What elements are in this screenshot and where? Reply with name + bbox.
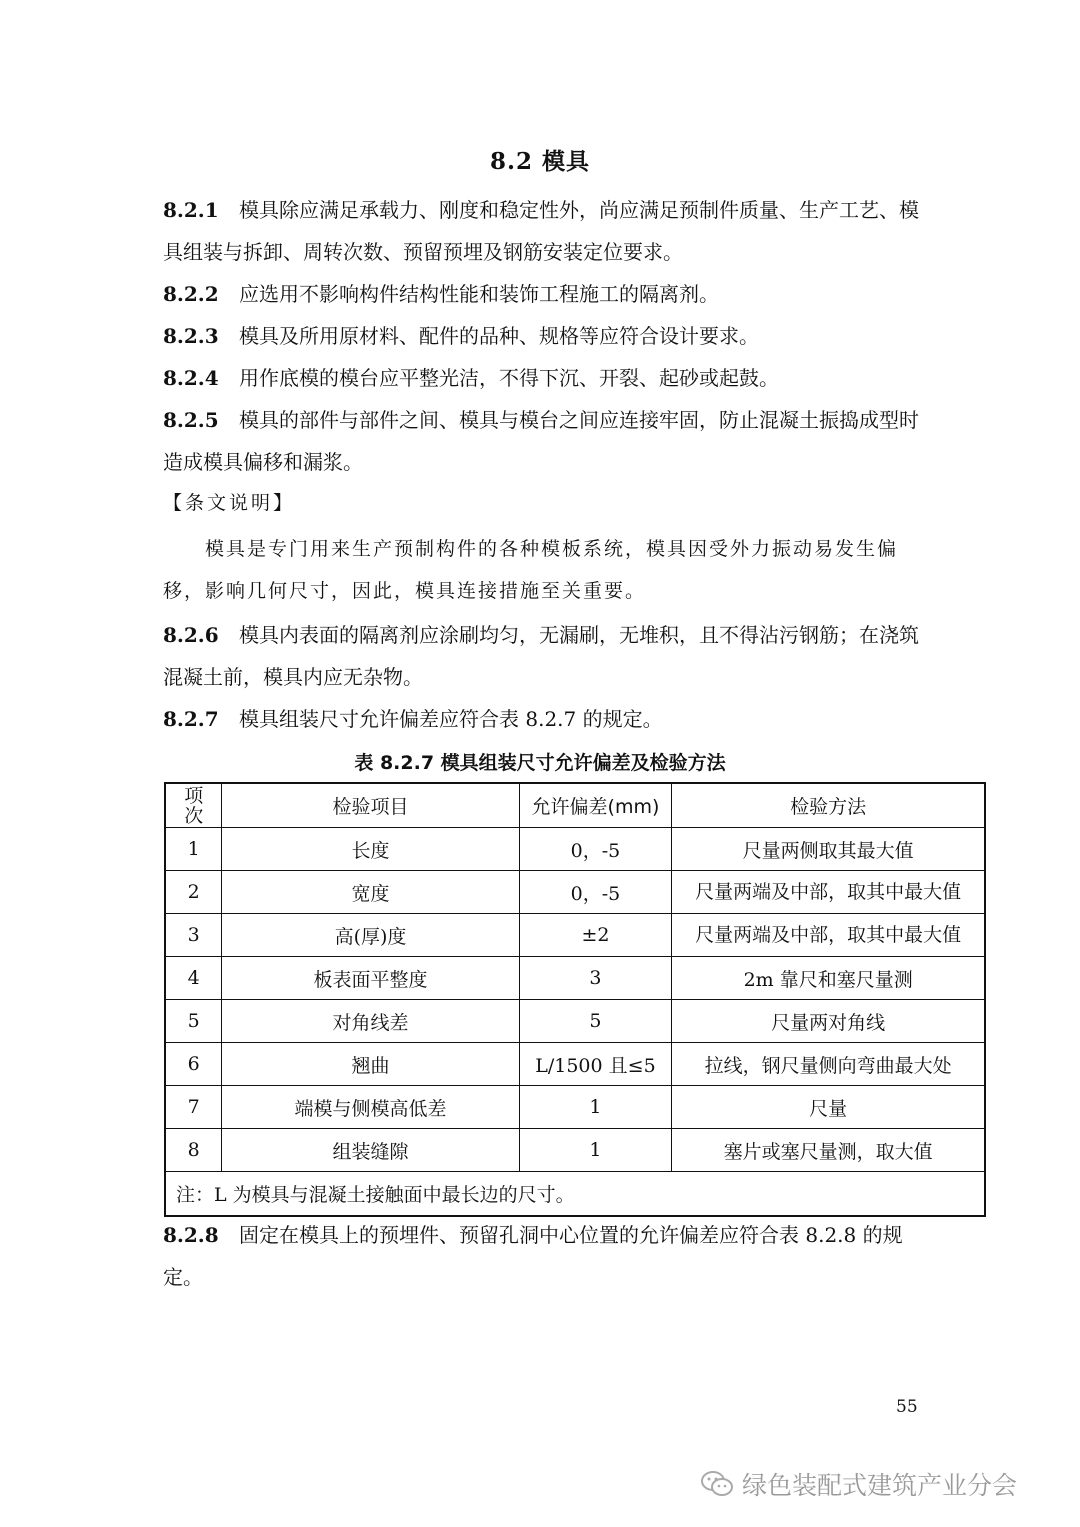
cell-tolerance: 1 xyxy=(519,1129,672,1172)
cell-tolerance: 5 xyxy=(519,1000,672,1043)
clause-number: 8.2.8 xyxy=(163,1223,219,1247)
cell-method: 拉线，钢尺量侧向弯曲最大处 xyxy=(672,1043,985,1086)
cell-method: 2m 靠尺和塞尺量测 xyxy=(672,957,985,1000)
clause-8-2-4 xyxy=(163,357,923,399)
section-title: 8.2 模具 xyxy=(489,148,591,175)
cell-method: 塞片或塞尺量测，取大值 xyxy=(672,1129,985,1172)
clause-text: 模具内表面的隔离剂应涂刷均匀，无漏刷，无堆积，且不得沾污钢筋；在浇筑混凝土前，模具内应无杂物。 xyxy=(163,623,919,689)
clause-number: 8.2.5 xyxy=(163,408,219,432)
tolerance-table xyxy=(164,782,986,1217)
cell-method: 尺量 xyxy=(672,1086,985,1129)
cell-no: 6 xyxy=(165,1043,222,1086)
clause-8-2-1 xyxy=(163,189,923,273)
table-footnote-row xyxy=(165,1172,985,1217)
clause-number: 8.2.7 xyxy=(163,707,219,731)
table-row xyxy=(165,1086,985,1129)
cell-no: 2 xyxy=(165,871,222,914)
cell-no: 4 xyxy=(165,957,222,1000)
clause-text: 模具组装尺寸允许偏差应符合表 8.2.7 的规定。 xyxy=(239,707,663,731)
table-row xyxy=(165,1000,985,1043)
table-row xyxy=(165,1043,985,1086)
clause-text: 用作底模的模台应平整光洁，不得下沉、开裂、起砂或起鼓。 xyxy=(239,366,779,390)
cell-tolerance: L/1500 且≤5 xyxy=(519,1043,672,1086)
table-row xyxy=(165,828,985,871)
header-tolerance: 允许偏差(mm) xyxy=(519,783,672,828)
clause-8-2-8 xyxy=(163,1214,923,1298)
table-caption: 表 8.2.7 模具组装尺寸允许偏差及检验方法 xyxy=(354,752,726,774)
cell-method: 尺量两端及中部，取其中最大值 xyxy=(672,871,985,914)
cell-no: 1 xyxy=(165,828,222,871)
watermark-text: 绿色装配式建筑产业分会 xyxy=(742,1471,1018,1500)
header-inspection-item: 检验项目 xyxy=(222,783,519,828)
table-row xyxy=(165,1129,985,1172)
clause-text: 模具及所用原材料、配件的品种、规格等应符合设计要求。 xyxy=(239,324,759,348)
header-item-no: 项次 xyxy=(165,783,222,828)
table-row xyxy=(165,957,985,1000)
table-header-row xyxy=(165,783,985,828)
cell-tolerance: 0，-5 xyxy=(519,828,672,871)
clause-text: 模具的部件与部件之间、模具与模台之间应连接牢固，防止混凝土振捣成型时造成模具偏移和漏浆。 xyxy=(163,408,919,474)
cell-method: 尺量两端及中部，取其中最大值 xyxy=(672,914,985,957)
cell-method: 尺量两对角线 xyxy=(672,1000,985,1043)
cell-tolerance: 0，-5 xyxy=(519,871,672,914)
cell-no: 8 xyxy=(165,1129,222,1172)
clause-8-2-5 xyxy=(163,399,923,483)
cell-item: 高(厚)度 xyxy=(222,914,519,957)
clause-number: 8.2.3 xyxy=(163,324,219,348)
cell-no: 7 xyxy=(165,1086,222,1129)
cell-item: 长度 xyxy=(222,828,519,871)
cell-tolerance: 1 xyxy=(519,1086,672,1129)
cell-no: 5 xyxy=(165,1000,222,1043)
clause-text: 应选用不影响构件结构性能和装饰工程施工的隔离剂。 xyxy=(239,282,719,306)
clause-number: 8.2.4 xyxy=(163,366,219,390)
cell-tolerance: 3 xyxy=(519,957,672,1000)
table-footnote: 注：L 为模具与混凝土接触面中最长边的尺寸。 xyxy=(165,1172,985,1217)
cell-method: 尺量两侧取其最大值 xyxy=(672,828,985,871)
clause-8-2-2 xyxy=(163,273,923,315)
cell-item: 对角线差 xyxy=(222,1000,519,1043)
clause-8-2-7 xyxy=(163,698,923,740)
cell-tolerance: ±2 xyxy=(519,914,672,957)
clause-8-2-6 xyxy=(163,614,923,698)
cell-no: 3 xyxy=(165,914,222,957)
cell-item: 翘曲 xyxy=(222,1043,519,1086)
header-method: 检验方法 xyxy=(672,783,985,828)
cell-item: 端模与侧模高低差 xyxy=(222,1086,519,1129)
cell-item: 板表面平整度 xyxy=(222,957,519,1000)
clause-text: 模具除应满足承载力、刚度和稳定性外，尚应满足预制件质量、生产工艺、模具组装与拆卸、周转次数、预留预埋及钢筋安装定位要求。 xyxy=(163,198,919,264)
clause-number: 8.2.6 xyxy=(163,623,219,647)
explanation-heading: 【条文说明】 xyxy=(163,492,296,514)
clause-number: 8.2.1 xyxy=(163,198,219,222)
clause-number: 8.2.2 xyxy=(163,282,219,306)
cell-item: 组装缝隙 xyxy=(222,1129,519,1172)
watermark xyxy=(700,1466,1017,1502)
clause-8-2-3 xyxy=(163,315,923,357)
page-number: 55 xyxy=(896,1397,918,1417)
cell-item: 宽度 xyxy=(222,871,519,914)
explanation-body: 模具是专门用来生产预制构件的各种模板系统，模具因受外力振动易发生偏移，影响几何尺寸，因此，模具连接措施至关重要。 xyxy=(163,538,899,602)
table-row xyxy=(165,871,985,914)
wechat-icon xyxy=(700,1470,734,1498)
table-row xyxy=(165,914,985,957)
clause-text: 固定在模具上的预埋件、预留孔洞中心位置的允许偏差应符合表 8.2.8 的规定。 xyxy=(163,1223,903,1289)
